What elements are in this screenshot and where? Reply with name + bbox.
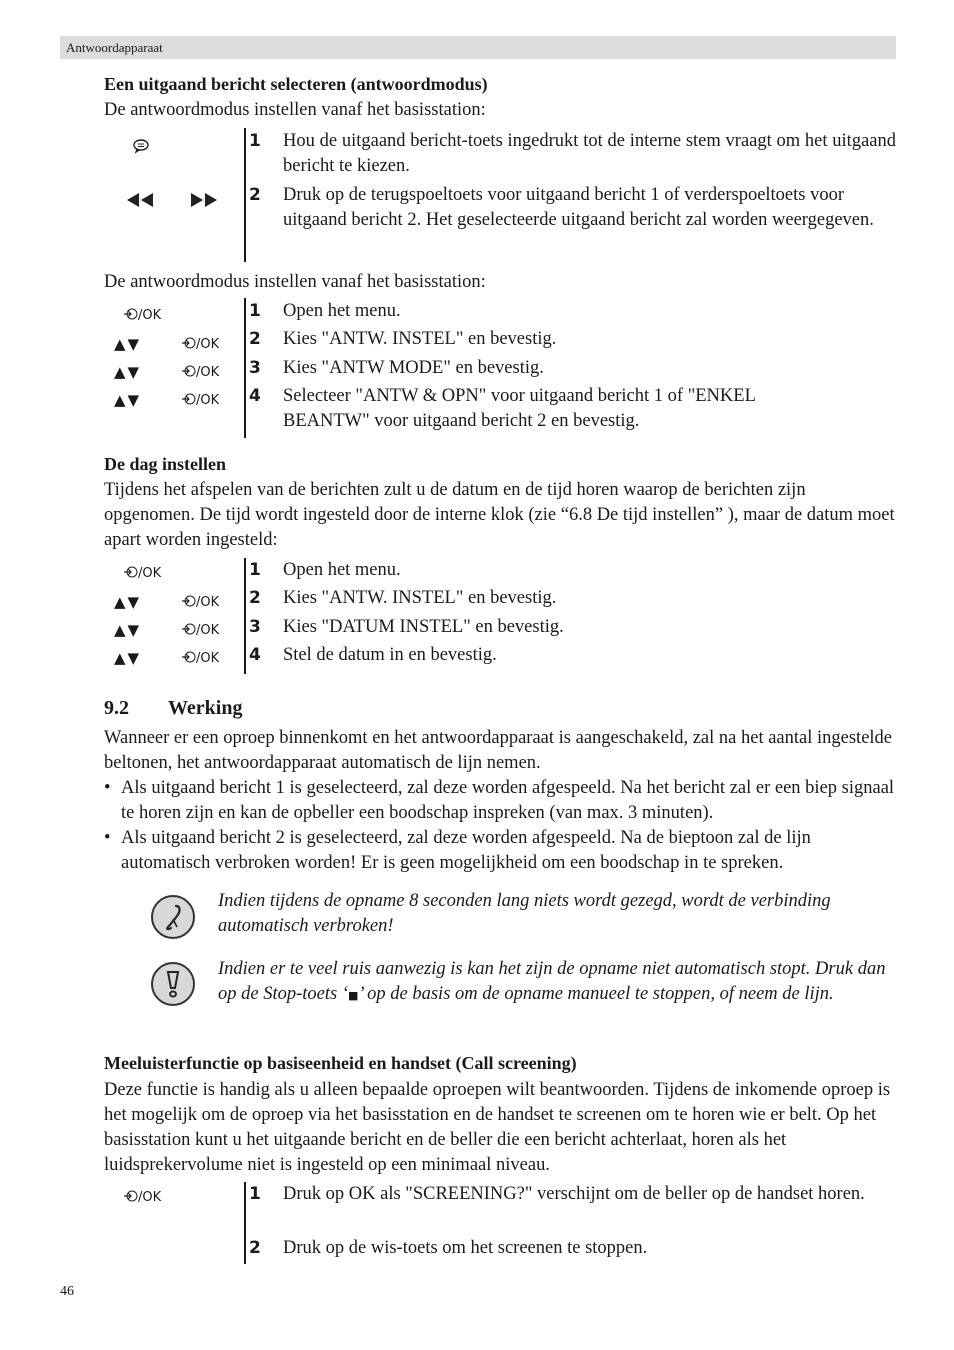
ok-key-icon [124, 566, 161, 582]
page-number: 46 [60, 1284, 74, 1299]
ok-key-label: /OK [196, 365, 220, 380]
intro-section5: Deze functie is handig als u alleen bepaalde oproepen wilt beantwoorden. Tijdens de inkomende oproep is het mogelijk om de oproep via het basisstation en de handset te screenen om te horen wie er belt. Op het basisstation kunt u het uitgaande bericht en de beller die een bericht achterlaat, horen als het luidsprekervolume niet is ingesteld op een minimaal niveau. [104, 1080, 891, 1175]
section-title-text: Werking [168, 697, 243, 719]
step-text: Stel de datum in en bevestig. [283, 645, 497, 665]
step-number: 4 [249, 386, 261, 406]
rewind-icon [126, 192, 154, 208]
ok-key-icon [182, 595, 219, 611]
step-number: 1 [249, 131, 261, 151]
steps-section2 [104, 298, 896, 438]
info-note-icon [151, 895, 195, 939]
list-item [104, 826, 896, 876]
heading-call-screening: Meeluisterfunctie op basiseenheid en handset (Call screening) [104, 1053, 577, 1073]
step-number: 2 [249, 185, 261, 205]
step-text: Druk op de terugspoeltoets voor uitgaand bericht 1 of verderspoeltoets voor uitgaand bericht 2. Het geselecteerde uitgaand bericht zal worden weergegeven. [283, 185, 874, 230]
up-down-arrows-icon: ▲▼ [114, 593, 142, 611]
bullet-dot: • [104, 778, 111, 798]
ok-key-label: /OK [138, 566, 162, 581]
up-down-arrows-icon: ▲▼ [114, 391, 142, 409]
ok-key-icon [182, 337, 219, 353]
up-down-arrows-icon: ▲▼ [114, 621, 142, 639]
ok-key-label: /OK [196, 337, 220, 352]
ok-key-label: /OK [138, 308, 162, 323]
warning-note-text [218, 957, 898, 1008]
warning-note-text-b: ’ op de basis om de opname manueel te stoppen, of neem de lijn. [358, 984, 834, 1004]
ok-key-icon [182, 651, 219, 667]
step-number: 2 [249, 329, 261, 349]
step-text: Open het menu. [283, 560, 401, 580]
bullet-text: Als uitgaand bericht 2 is geselecteerd, zal deze worden afgespeeld. Na de bieptoon zal de lijn automatisch verbroken worden! Er is geen mogelijkheid om een boodschap in te spreken. [121, 828, 811, 873]
step-text: Kies "ANTW MODE" en bevestig. [283, 358, 544, 378]
step-number: 1 [249, 560, 261, 580]
step-number: 3 [249, 617, 261, 637]
intro-section2: De antwoordmodus instellen vanaf het basisstation: [104, 272, 486, 292]
step-number: 2 [249, 1238, 261, 1258]
bullet-text: Als uitgaand bericht 1 is geselecteerd, zal deze worden afgespeeld. Na het bericht zal er een biep signaal te horen zijn en kan de opbeller een boodschap inspreken (van max. 3 minuten). [121, 778, 895, 823]
step-text: Druk op OK als "SCREENING?" verschijnt om de beller op de handset horen. [283, 1184, 865, 1204]
step-number: 4 [249, 645, 261, 665]
message-key-icon [132, 138, 150, 154]
section-title [104, 694, 242, 722]
up-down-arrows-icon: ▲▼ [114, 335, 142, 353]
step-text: Druk op de wis-toets om het screenen te stoppen. [283, 1238, 648, 1258]
ok-key-icon [124, 1190, 161, 1206]
step-number: 3 [249, 358, 261, 378]
steps-section1 [104, 128, 896, 262]
ok-key-icon [182, 623, 219, 639]
warning-note-text-a: Indien er te veel ruis aanwezig is kan het zijn de opname niet automatisch stopt. Druk dan op de Stop-toets ‘ [218, 959, 886, 1004]
ok-key-icon [182, 365, 219, 381]
info-note-text: Indien tijdens de opname 8 seconden lang niets wordt gezegd, wordt de verbinding automatisch verbroken! [218, 891, 831, 936]
section-number: 9.2 [104, 697, 129, 719]
step-text: Selecteer "ANTW & OPN" voor uitgaand bericht 1 of "ENKEL BEANTW" voor uitgaand bericht 2 en bevestig. [283, 386, 756, 431]
ok-key-label: /OK [196, 595, 220, 610]
ok-key-label: /OK [138, 1190, 162, 1205]
up-down-arrows-icon: ▲▼ [114, 363, 142, 381]
intro-section4: Wanneer er een oproep binnenkomt en het antwoordapparaat is aangeschakeld, zal na het aantal ingestelde beltonen, het antwoordapparaat automatisch de lijn nemen. [104, 728, 893, 773]
heading-select-message: Een uitgaand bericht selecteren (antwoordmodus) [104, 74, 488, 94]
ok-key-icon [182, 393, 219, 409]
ok-key-label: /OK [196, 393, 220, 408]
stop-key-icon: ■ [348, 989, 359, 1002]
ok-key-label: /OK [196, 623, 220, 638]
header-title: Antwoordapparaat [66, 40, 163, 55]
steps-section5 [104, 1182, 896, 1264]
ok-key-icon [124, 308, 161, 324]
step-text: Hou de uitgaand bericht-toets ingedrukt tot de interne stem vraagt om het uitgaand bericht te kiezen. [283, 131, 896, 176]
running-header [60, 36, 896, 59]
step-number: 2 [249, 588, 261, 608]
step-divider [244, 558, 246, 674]
step-text: Kies "DATUM INSTEL" en bevestig. [283, 617, 564, 637]
step-number: 1 [249, 301, 261, 321]
step-text: Kies "ANTW. INSTEL" en bevestig. [283, 329, 557, 349]
step-divider [244, 1182, 246, 1264]
warning-note-icon [151, 962, 195, 1006]
step-number: 1 [249, 1184, 261, 1204]
step-text: Kies "ANTW. INSTEL" en bevestig. [283, 588, 557, 608]
step-divider [244, 128, 246, 262]
up-down-arrows-icon: ▲▼ [114, 649, 142, 667]
steps-section3 [104, 558, 896, 674]
intro-section1: De antwoordmodus instellen vanaf het basisstation: [104, 100, 486, 120]
step-divider [244, 298, 246, 438]
ok-key-label: /OK [196, 651, 220, 666]
forward-icon [190, 192, 218, 208]
list-item [104, 776, 896, 826]
heading-set-day: De dag instellen [104, 454, 227, 474]
step-text: Open het menu. [283, 301, 401, 321]
bullet-dot: • [104, 828, 111, 848]
intro-section3: Tijdens het afspelen van de berichten zult u de datum en de tijd horen waarop de berichten zijn opgenomen. De tijd wordt ingesteld door de interne klok (zie “6.8 De tijd instellen” ), maar de datum moet apart worden ingesteld: [104, 480, 895, 550]
